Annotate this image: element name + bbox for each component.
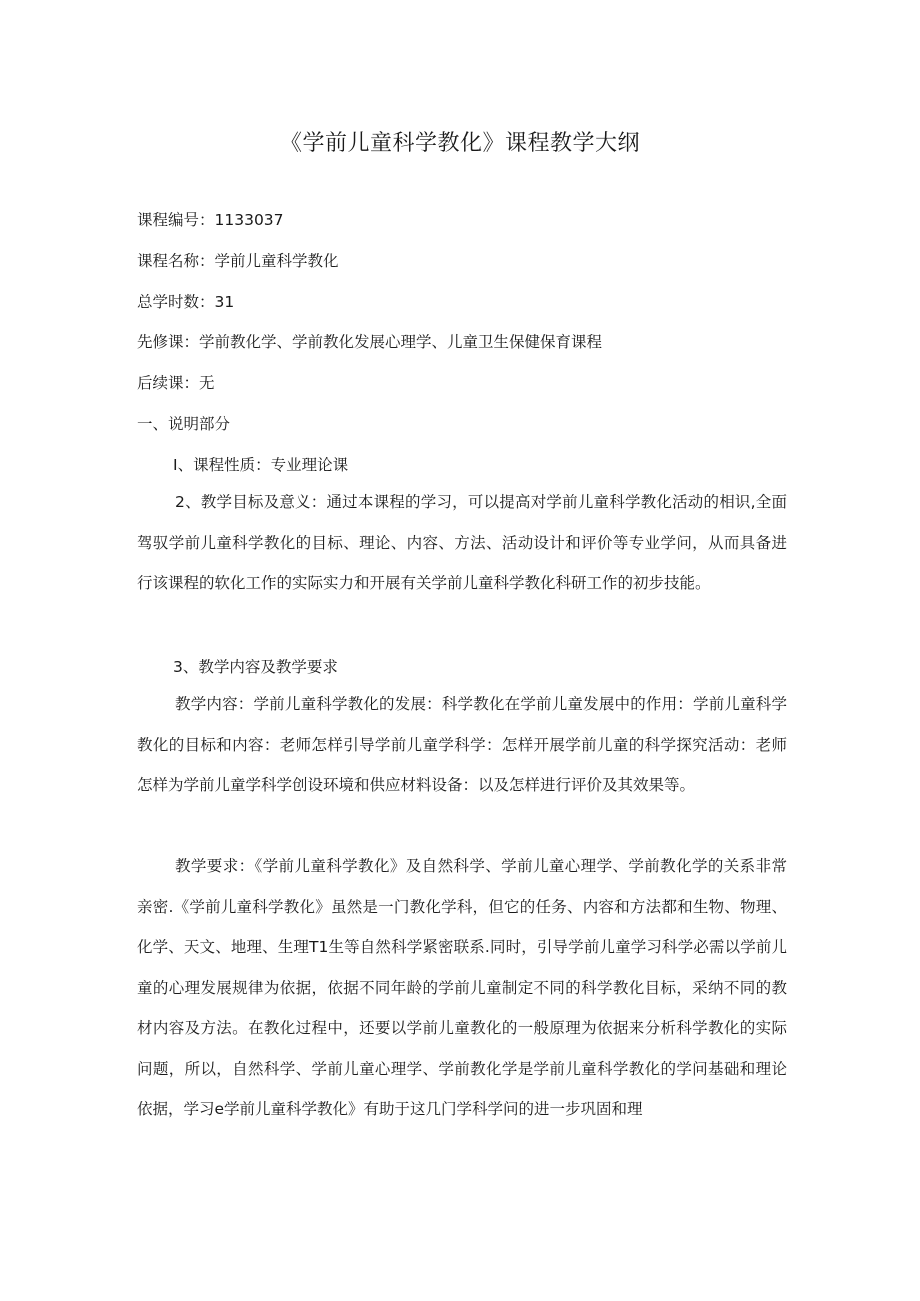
total-hours: 总学时数：31 [137,293,235,311]
teaching-objectives-paragraph: 2、教学目标及意义：通过本课程的学习，可以提高对学前儿童科学教化活动的相识,全面驾驭学前儿童科学教化的目标、理论、内容、方法、活动设计和评价等专业学问，从而具备进行该课程的软化工作的实际实力和开展有关学前儿童科学教化科研工作的初步技能。 [137,493,787,592]
follow-up-course: 后续课：无 [137,374,215,392]
teaching-content-heading: 3、教学内容及教学要求 [173,658,338,676]
teaching-content-paragraph: 教学内容：学前儿童科学教化的发展：科学教化在学前儿童发展中的作用：学前儿童科学教化的目标和内容：老师怎样引导学前儿童学科学：怎样开展学前儿童的科学探究活动：老师怎样为学前儿童学科学创设环境和供应材料设备：以及怎样进行评价及其效果等。 [137,695,787,794]
course-nature: I、课程性质：专业理论课 [173,456,349,474]
course-code: 课程编号：1133037 [137,211,284,229]
page-title: 《学前儿童科学教化》课程教学大纲 [279,131,640,156]
teaching-requirements-paragraph: 教学要求：《学前儿童科学教化》及自然科学、学前儿童心理学、学前教化学的关系非常亲密.《学前儿童科学教化》虽然是一门教化学科，但它的任务、内容和方法都和生物、物理、化学、天文、地理、生理T1生等自然科学紧密联系.同时，引导学前儿童学习科学必需以学前儿童的心理发展规律为依据，依据不同年龄的学前儿童制定不同的科学教化目标，采纳不同的教材内容及方法。在教化过程中，还要以学前儿童教化的一般原理为依据来分析科学教化的实际问题，所以，自然科学、学前儿童心理学、学前教化学是学前儿童科学教化的学问基础和理论依据，学习e学前儿童科学教化》有助于这几门学科学问的进一步巩固和理 [137,857,787,1118]
section-heading: 一、说明部分 [137,415,231,433]
prerequisites: 先修课：学前教化学、学前教化发展心理学、儿童卫生保健保育课程 [137,333,603,351]
course-name: 课程名称：学前儿童科学教化 [137,252,339,270]
